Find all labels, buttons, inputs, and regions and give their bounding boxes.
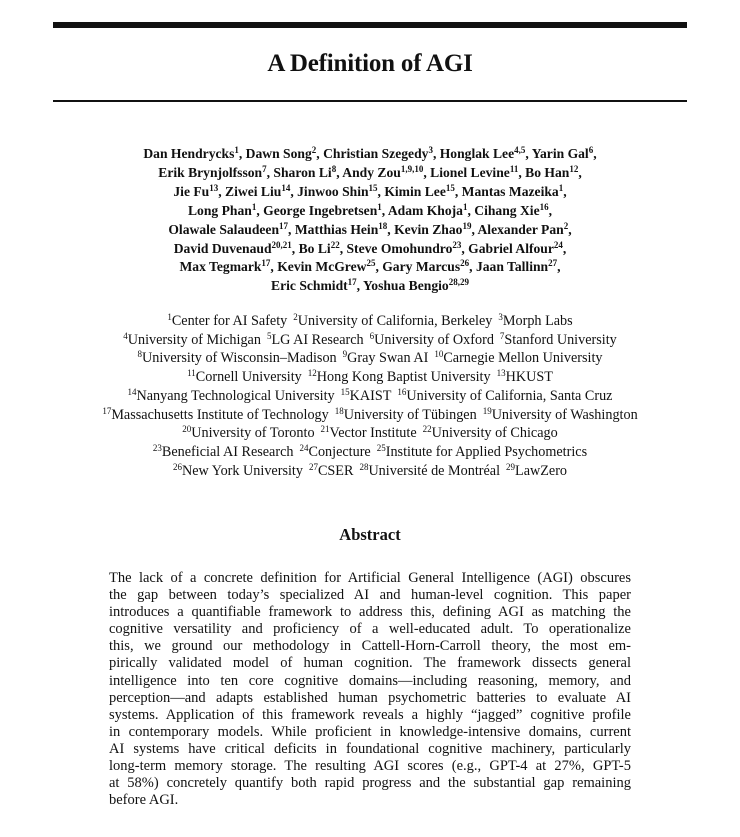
affiliation <box>153 444 294 460</box>
author-name: Gary Marcus <box>382 259 461 275</box>
affiliation-line <box>0 462 740 481</box>
author-name: Gabriel Alfour <box>468 240 554 256</box>
author-line <box>0 164 740 183</box>
author-affil-sup: 15 <box>445 182 455 193</box>
author-affil-sup: 8 <box>331 163 337 174</box>
affiliation-sup: 5 <box>266 330 272 341</box>
author-name: George Ingebretsen <box>263 202 378 218</box>
author-affil-sup: 27 <box>548 258 558 269</box>
abstract-line: introduces a quantifiable framework to address this, defining AGI as matching the <box>109 604 631 621</box>
affiliation <box>377 444 587 460</box>
author-separator: , <box>290 183 298 199</box>
affiliation-sup: 21 <box>320 424 330 435</box>
author-line <box>0 221 740 240</box>
affiliation-name: Morph Labs <box>502 313 573 329</box>
affiliation-sup: 27 <box>308 461 318 472</box>
author-line <box>0 258 740 277</box>
affiliation-name: Massachusetts Institute of Technology <box>111 406 329 423</box>
author-name: Jie Fu <box>173 183 210 199</box>
affiliation-sup: 1 <box>167 312 172 322</box>
affiliation-name: University of California, Berkeley <box>297 313 493 329</box>
author-name: Adam Khoja <box>387 202 463 218</box>
affiliation-name: University of Chicago <box>431 425 558 442</box>
author-separator: , <box>432 146 440 161</box>
author-name: Bo Li <box>298 240 331 256</box>
author-name: Dan Hendrycks <box>143 146 235 161</box>
abstract-line: AI systems have critical deficits in foundational cognitive machinery, particularly <box>109 740 631 757</box>
author-separator: , <box>375 259 383 275</box>
affiliation <box>483 407 638 423</box>
author-separator: , <box>578 164 582 180</box>
affiliation-name: Institute for Applied Psychometrics <box>385 443 588 460</box>
affiliation-line <box>0 387 740 406</box>
affiliation-sup: 2 <box>293 312 298 322</box>
affiliation-sup: 4 <box>123 330 128 341</box>
affiliation <box>102 407 328 423</box>
affiliation-sup: 23 <box>152 442 162 453</box>
affiliation-name: Beneficial AI Research <box>161 443 294 460</box>
author-affil-sup: 3 <box>428 145 433 155</box>
author-affil-sup: 25 <box>366 258 376 269</box>
author-name: Yarin Gal <box>531 146 589 161</box>
author-name: Dawn Song <box>245 146 312 161</box>
author-separator: , <box>562 240 567 256</box>
affiliation-name: LG AI Research <box>271 331 364 348</box>
affiliation <box>187 369 302 385</box>
author-affil-sup: 16 <box>539 201 549 212</box>
author-affil-sup: 18 <box>378 220 388 231</box>
affiliation-name: Cornell University <box>195 369 302 386</box>
author <box>174 241 299 256</box>
affiliation-sup: 12 <box>307 368 317 379</box>
author-separator: , <box>339 240 347 256</box>
affiliation <box>434 350 602 366</box>
affiliation-name: University of Oxford <box>374 331 494 348</box>
affiliation-name: Conjecture <box>308 443 371 460</box>
affiliation <box>167 313 287 329</box>
author-affil-sup: 28,29 <box>448 277 469 288</box>
author <box>394 222 477 237</box>
author-affil-sup: 22 <box>330 239 340 250</box>
author-affil-sup: 1 <box>234 145 239 155</box>
abstract-line: this, we ground our methodology in Cattell-Horn-Carroll theory, the most em- <box>109 638 631 655</box>
author <box>225 184 297 199</box>
affiliation-line <box>0 331 740 350</box>
affiliation <box>397 388 612 404</box>
affiliation-name: New York University <box>181 462 303 479</box>
affiliation-sup: 9 <box>342 349 348 360</box>
affiliation <box>321 425 417 441</box>
abstract-line: cognitive versatility and proficiency of a well-educated adult. To operationalize <box>109 621 631 638</box>
author-name: Jinwoo Shin <box>297 183 369 199</box>
affiliation-sup: 24 <box>299 442 309 453</box>
top-rule <box>53 22 687 28</box>
author-list <box>0 145 740 296</box>
author-name: Jaan Tallinn <box>475 259 549 275</box>
author-name: Kevin McGrew <box>277 259 367 275</box>
paper-title: A Definition of AGI <box>267 50 473 77</box>
author-separator: , <box>377 183 385 199</box>
affiliation-list <box>0 312 740 480</box>
author <box>271 278 363 293</box>
affiliation-name: Stanford University <box>504 331 617 348</box>
author-name: Yoshua Bengio <box>362 278 449 294</box>
affiliation-name: University of California, Santa Cruz <box>406 387 613 404</box>
author-affil-sup: 17 <box>261 258 271 269</box>
author-affil-sup: 6 <box>588 145 594 155</box>
author-name: David Duvenaud <box>173 240 272 256</box>
author-affil-sup: 11 <box>509 163 519 174</box>
author-separator: , <box>525 146 532 161</box>
author <box>158 165 273 180</box>
author <box>143 146 245 161</box>
affiliation-name: KAIST <box>349 387 392 404</box>
author-separator: , <box>518 164 526 180</box>
author <box>168 222 294 237</box>
affiliation <box>497 369 553 385</box>
abstract-line: the gap between today’s specialized AI and human-level cognition. This paper <box>109 587 631 604</box>
author-affil-sup: 13 <box>209 182 219 193</box>
affiliation-sup: 22 <box>422 424 432 435</box>
author <box>388 203 474 218</box>
abstract-heading: Abstract <box>339 525 401 544</box>
author <box>323 146 440 161</box>
affiliation <box>182 425 314 441</box>
author-separator: , <box>548 202 553 218</box>
author-separator: , <box>593 146 597 161</box>
author-separator: , <box>256 202 264 218</box>
author <box>295 222 394 237</box>
author <box>462 184 567 199</box>
author-name: Erik Brynjolfsson <box>158 164 263 180</box>
affiliation-line <box>0 368 740 387</box>
author-affil-sup: 1 <box>558 182 564 193</box>
affiliation-name: University of Tübingen <box>343 406 477 423</box>
author-name: Eric Schmidt <box>271 278 348 294</box>
affiliation <box>423 425 558 441</box>
affiliation-sup: 19 <box>482 405 492 416</box>
affiliation <box>299 444 370 460</box>
author-name: Cihang Xie <box>474 202 540 218</box>
affiliation <box>335 407 477 423</box>
author-separator: , <box>423 164 431 180</box>
affiliation-name: Gray Swan AI <box>347 350 429 367</box>
author-line <box>0 202 740 221</box>
affiliation-sup: 16 <box>397 386 407 397</box>
author-separator: , <box>288 221 295 237</box>
affiliation-name: University of Washington <box>491 406 638 423</box>
affiliation-sup: 17 <box>102 405 112 416</box>
author-affil-sup: 26 <box>460 258 470 269</box>
affiliation-name: University of Michigan <box>127 331 261 348</box>
author-line <box>0 183 740 202</box>
author-name: Steve Omohundro <box>346 240 453 256</box>
affiliation-name: LawZero <box>515 462 568 479</box>
author-separator: , <box>270 259 278 275</box>
author-affil-sup: 1,9,10 <box>400 163 424 174</box>
affiliation <box>138 350 337 366</box>
author-name: Kimin Lee <box>384 183 446 199</box>
author <box>440 146 532 161</box>
author <box>532 146 597 161</box>
affiliation-sup: 29 <box>506 461 516 472</box>
abstract-line: pirically validated model of human cognition. The framework dissects general <box>109 655 631 672</box>
author-separator: , <box>238 146 246 161</box>
author <box>299 241 347 256</box>
affiliation-name: University of Toronto <box>191 425 315 442</box>
affiliation-sup: 26 <box>172 461 182 472</box>
author <box>188 203 263 218</box>
affiliation-line <box>0 406 740 425</box>
affiliation-sup: 7 <box>499 330 505 341</box>
author <box>297 184 384 199</box>
author-affil-sup: 7 <box>262 163 267 174</box>
author-name: Kevin Zhao <box>394 221 463 237</box>
author-separator: , <box>563 183 567 199</box>
author <box>468 241 566 256</box>
author-affil-sup: 1 <box>377 201 382 212</box>
affiliation <box>123 332 261 348</box>
author-name: Christian Szegedy <box>323 146 429 161</box>
author-name: Max Tegmark <box>179 259 262 275</box>
title-rule <box>53 100 687 102</box>
author-name: Andy Zou <box>342 164 401 180</box>
abstract-line: intelligence into ten core cognitive domains—including reasoning, memory, and <box>109 672 631 689</box>
author-name: Lionel Levine <box>430 164 510 180</box>
author-separator: , <box>266 164 274 180</box>
author-affil-sup: 14 <box>281 182 291 193</box>
author-separator: , <box>381 202 388 218</box>
affiliation-name: Vector Institute <box>329 425 417 442</box>
affiliation <box>500 332 617 348</box>
abstract-line: systems. Application of this framework reveals a highly “jagged” cognitive profile <box>109 706 631 723</box>
author-affil-sup: 23 <box>452 239 462 250</box>
author-line <box>0 277 740 296</box>
affiliation <box>308 369 491 385</box>
author-separator: , <box>387 221 395 237</box>
author-separator: , <box>469 259 476 275</box>
author <box>263 203 388 218</box>
affiliation <box>498 313 572 329</box>
affiliation-name: Université de Montréal <box>368 462 501 479</box>
author-affil-sup: 15 <box>368 182 378 193</box>
affiliation <box>341 388 392 404</box>
author <box>525 165 582 180</box>
author <box>430 165 525 180</box>
author-separator: , <box>356 278 363 294</box>
affiliation-sup: 13 <box>496 368 506 379</box>
affiliation-sup: 25 <box>376 442 386 453</box>
author-affil-sup: 1 <box>251 201 257 212</box>
author <box>476 259 561 274</box>
abstract-line: The lack of a concrete definition for Artificial General Intelligence (AGI) obscures <box>109 570 631 586</box>
affiliation <box>359 463 500 479</box>
abstract-line: perception—and adapts established human psychometric batteries to evaluate AI <box>109 689 631 706</box>
author <box>277 259 382 274</box>
author-affil-sup: 19 <box>462 220 472 231</box>
author-affil-sup: 12 <box>569 163 579 174</box>
affiliation <box>293 313 492 329</box>
author-separator: , <box>218 183 226 199</box>
affiliation-sup: 6 <box>369 330 375 341</box>
affiliation-sup: 18 <box>334 405 344 416</box>
author <box>384 184 461 199</box>
affiliation-name: Nanyang Technological University <box>136 387 335 404</box>
author-name: Bo Han <box>525 164 570 180</box>
affiliation-sup: 10 <box>434 349 444 360</box>
author-name: Alexander Pan <box>477 221 564 237</box>
author-name: Matthias Hein <box>294 221 379 237</box>
author <box>382 259 476 274</box>
affiliation-name: University of Wisconsin–Madison <box>142 350 337 367</box>
author-name: Olawale Salaudeen <box>168 221 280 237</box>
abstract-line: in contemporary models. While proficient in knowledge-intensive domains, current <box>109 723 631 740</box>
author-affil-sup: 2 <box>311 145 317 155</box>
affiliation-name: CSER <box>317 462 354 479</box>
author-separator: , <box>557 259 561 275</box>
author-separator: , <box>471 221 478 237</box>
author-affil-sup: 4,5 <box>514 145 526 155</box>
author <box>363 278 469 293</box>
author <box>173 184 225 199</box>
author-line <box>0 145 740 164</box>
affiliation-sup: 28 <box>359 461 369 472</box>
affiliation-name: Hong Kong Baptist University <box>316 369 491 386</box>
author <box>342 165 430 180</box>
abstract-line: before AGI. <box>109 792 179 809</box>
author-affil-sup: 24 <box>553 239 563 250</box>
author-affil-sup: 20,21 <box>271 239 292 250</box>
author-name: Honglak Lee <box>439 146 515 161</box>
affiliation <box>128 388 335 404</box>
affiliation-name: Center for AI Safety <box>171 313 288 329</box>
author-line <box>0 240 740 259</box>
author-separator: , <box>291 240 299 256</box>
author-separator: , <box>454 183 462 199</box>
affiliation <box>370 332 494 348</box>
author-separator: , <box>316 146 324 161</box>
affiliation-line <box>0 312 740 331</box>
affiliation-line <box>0 443 740 462</box>
abstract-line: long-term memory storage. The resulting AGI scores (e.g., GPT-4 at 27%, GPT-5 <box>109 758 631 775</box>
author-name: Ziwei Liu <box>225 183 282 199</box>
affiliation <box>506 463 567 479</box>
affiliation <box>173 463 303 479</box>
affiliation <box>309 463 353 479</box>
author-separator: , <box>461 240 469 256</box>
author <box>273 165 342 180</box>
author-affil-sup: 1 <box>462 201 468 212</box>
affiliation <box>267 332 364 348</box>
affiliation-sup: 20 <box>182 424 192 435</box>
affiliation-name: HKUST <box>505 369 553 386</box>
abstract-line: at 58%) concretely quantify both rapid progress and the substantial gap remaining <box>109 775 631 792</box>
author <box>474 203 552 218</box>
author-name: Mantas Mazeika <box>461 183 559 199</box>
affiliation-name: Carnegie Mellon University <box>443 350 603 367</box>
affiliation-line <box>0 424 740 443</box>
affiliation-sup: 15 <box>340 386 350 397</box>
affiliation <box>343 350 429 366</box>
author-separator: , <box>568 221 572 237</box>
affiliation-sup: 8 <box>137 349 142 360</box>
author <box>246 146 323 161</box>
affiliation-sup: 14 <box>127 386 137 397</box>
author-affil-sup: 17 <box>347 277 357 288</box>
affiliation-line <box>0 349 740 368</box>
abstract-body <box>109 570 631 809</box>
affiliation-sup: 3 <box>498 312 503 322</box>
author-affil-sup: 17 <box>279 220 289 231</box>
author <box>347 241 469 256</box>
author <box>179 259 277 274</box>
author-separator: , <box>467 202 475 218</box>
author-name: Sharon Li <box>273 164 332 180</box>
affiliation-sup: 11 <box>187 368 196 379</box>
author <box>477 222 571 237</box>
author-name: Long Phan <box>187 202 252 218</box>
author-separator: , <box>336 164 343 180</box>
author-affil-sup: 2 <box>563 220 569 231</box>
